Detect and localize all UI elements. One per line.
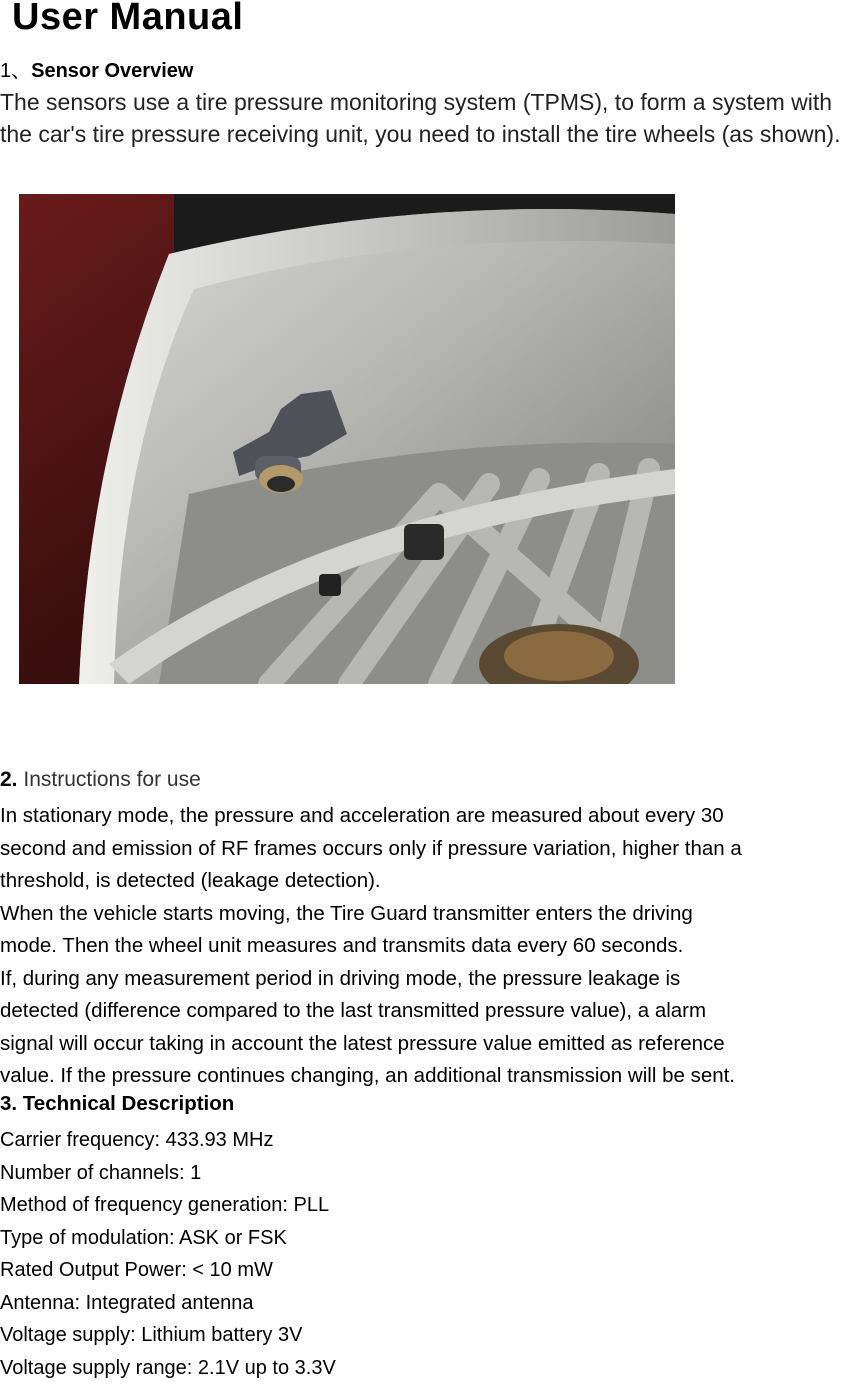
section2-line: threshold, is detected (leakage detection). xyxy=(0,865,865,898)
spec-output-power: Rated Output Power: < 10 mW xyxy=(0,1254,336,1287)
section2-line: When the vehicle starts moving, the Tire Guard transmitter enters the driving xyxy=(0,898,865,931)
spec-frequency-generation: Method of frequency generation: PLL xyxy=(0,1189,336,1222)
section1-heading xyxy=(0,54,193,83)
spec-voltage-range: Voltage supply range: 2.1V up to 3.3V xyxy=(0,1352,336,1384)
spec-modulation: Type of modulation: ASK or FSK xyxy=(0,1222,336,1255)
section2-heading xyxy=(0,768,201,792)
section2-title: Instructions for use xyxy=(23,768,200,791)
section2-line: In stationary mode, the pressure and acceleration are measured about every 30 xyxy=(0,800,865,833)
section2-line: signal will occur taking in account the latest pressure value emitted as reference xyxy=(0,1028,865,1061)
section2-line: second and emission of RF frames occurs only if pressure variation, higher than a xyxy=(0,833,865,866)
section1-paragraph: The sensors use a tire pressure monitoring system (TPMS), to form a system with the car's tire pressure receiving unit, you need to install the tire wheels (as shown). xyxy=(0,86,865,150)
section2-line: If, during any measurement period in driving mode, the pressure leakage is xyxy=(0,963,865,996)
section2-line: mode. Then the wheel unit measures and transmits data every 60 seconds. xyxy=(0,930,865,963)
spec-channels: Number of channels: 1 xyxy=(0,1157,336,1190)
section1-title: Sensor Overview xyxy=(31,60,193,82)
section3-heading: 3. Technical Description xyxy=(0,1092,234,1116)
section2-line: value. If the pressure continues changing, an additional transmission will be sent. xyxy=(0,1060,865,1093)
spec-carrier-frequency: Carrier frequency: 433.93 MHz xyxy=(0,1124,336,1157)
section1-number: 1、 xyxy=(0,60,31,82)
spec-antenna: Antenna: Integrated antenna xyxy=(0,1287,336,1320)
section2-line: detected (difference compared to the last transmitted pressure value), a alarm xyxy=(0,995,865,1028)
section2-body xyxy=(0,800,865,1093)
tpms-wheel-photo xyxy=(19,194,675,684)
spec-voltage-supply: Voltage supply: Lithium battery 3V xyxy=(0,1319,336,1352)
page-title: User Manual xyxy=(12,0,243,39)
spec-list xyxy=(0,1124,336,1384)
section2-number: 2. xyxy=(0,768,18,791)
